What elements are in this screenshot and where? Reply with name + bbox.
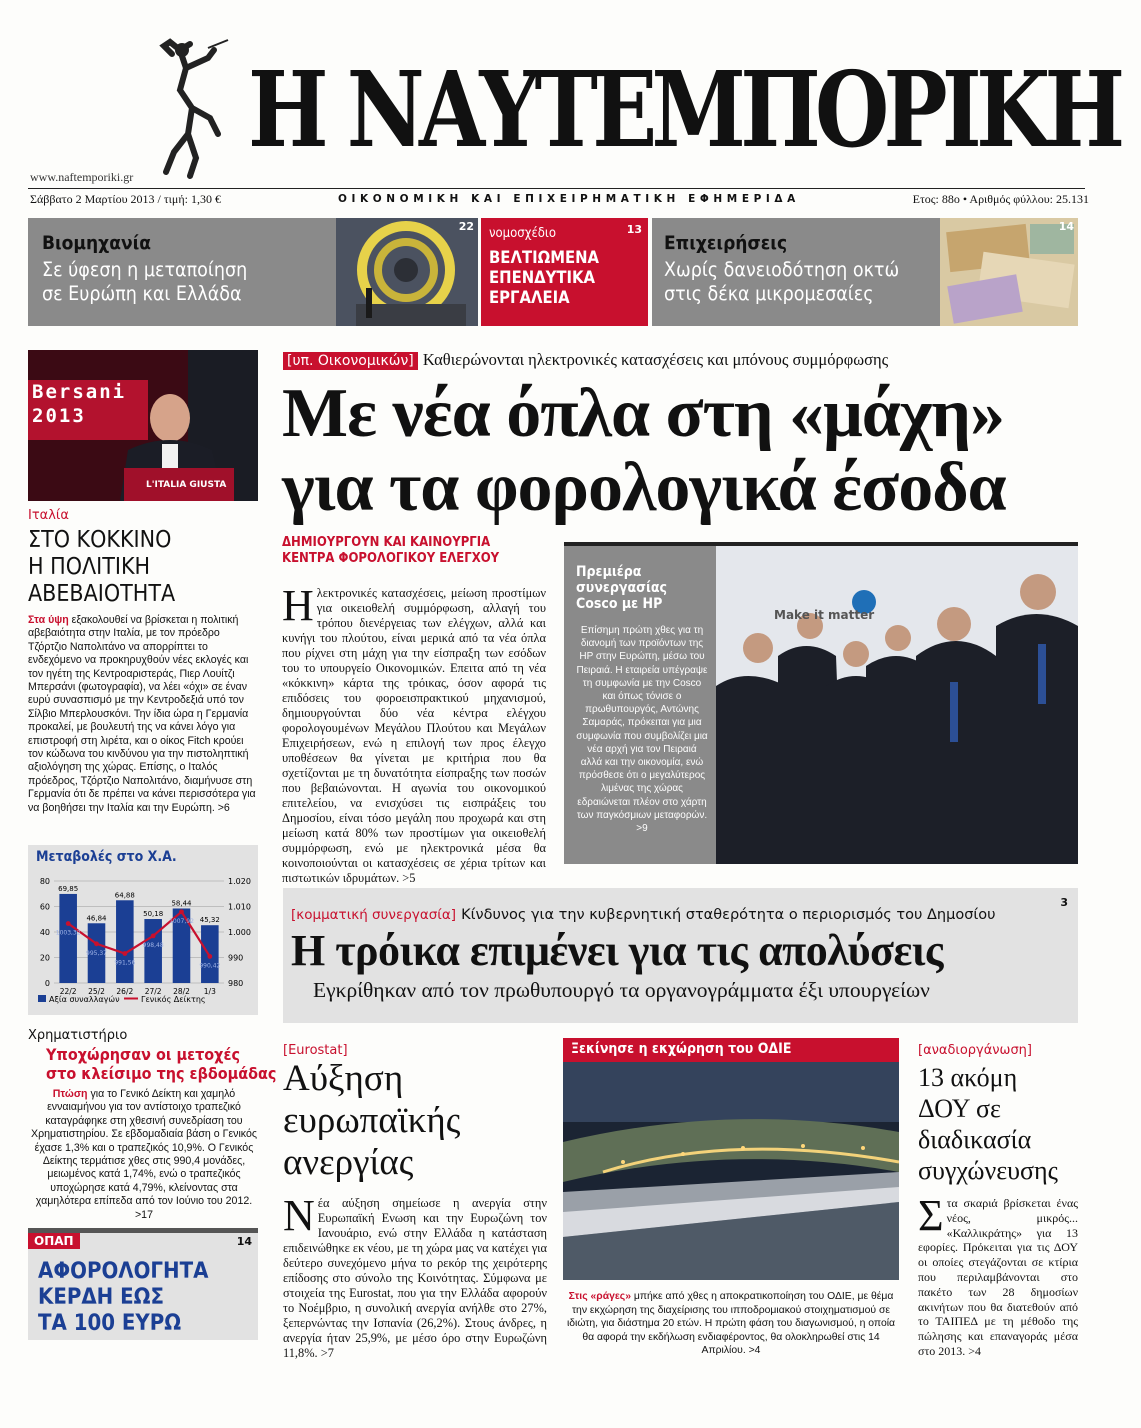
cosco-sidebar <box>564 546 716 864</box>
masthead-title: Η ΝΑΥΤΕΜΠΟΡΙΚΗ <box>248 48 1120 171</box>
chart-legend-swatch <box>38 995 46 1002</box>
troika-band <box>283 888 1078 1023</box>
chart-index-label: 1007,92 <box>169 917 194 925</box>
chart-bar <box>116 900 134 983</box>
doy-kicker: [αναδιοργάνωση] <box>918 1043 1032 1058</box>
opap-headline-line: ΑΦΟΡΟΛΟΓΗΤΑ <box>38 1259 209 1284</box>
chart-index-point <box>151 933 156 938</box>
date-price: Σάββατο 2 Μαρτίου 2013 / τιμή: 1,30 € <box>30 192 221 206</box>
italy-headline-line: ΣΤΟ ΚΟΚΚΙΝΟ <box>28 527 172 553</box>
troika-page-ref: 3 <box>1060 896 1068 909</box>
teaser-page-ref: 14 <box>1058 220 1074 233</box>
eurostat-headline-line: ευρωπαϊκής <box>283 1100 461 1141</box>
troika-subhead: Εγκρίθηκαν από τον πρωθυπουργό τα οργανογράμματα έξι υπουργείων <box>313 978 930 1002</box>
odie-photo <box>563 1062 899 1280</box>
cosco-headline-line: Πρεμιέρα <box>576 564 642 580</box>
teaser-kicker: νομοσχέδιο <box>489 226 557 241</box>
chart-index-point <box>122 951 127 956</box>
teaser-kicker: Βιομηχανία <box>42 232 151 254</box>
chart-bar <box>59 894 77 983</box>
eurostat-headline-line: Αύξηση <box>283 1058 404 1099</box>
teaser-headline-line: Σε ύφεση η μεταποίηση <box>42 258 248 281</box>
main-kicker: [υπ. Οικονομικών] <box>283 352 418 370</box>
photo-podium-text: L'ITALIA GIUSTA <box>146 480 227 490</box>
chart-left-tick: 0 <box>44 979 50 988</box>
doy-headline-line: συγχώνευσης <box>918 1156 1058 1185</box>
main-body <box>282 581 546 886</box>
main-subhead-line: ΔΗΜΙΟΥΡΓΟΥΝ ΚΑΙ ΚΑΙΝΟΥΡΓΙΑ <box>282 535 491 550</box>
troika-kicker: [κομματική συνεργασία] <box>291 907 457 923</box>
chart-left-tick: 40 <box>39 928 50 937</box>
chart-right-tick: 980 <box>228 979 244 988</box>
cosco-photo <box>716 546 1078 864</box>
chart-bar-label: 64,88 <box>114 891 135 900</box>
teaser-industry[interactable] <box>28 218 478 326</box>
cosco-box <box>564 542 1078 864</box>
chart-bar-label: 45,32 <box>199 916 220 925</box>
teaser-bill[interactable] <box>481 218 648 326</box>
teaser-page-ref: 22 <box>458 220 474 233</box>
teaser-headline-line: Χωρίς δανειοδότηση οκτώ <box>664 258 900 281</box>
cosco-body: Επίσημη πρώτη χθες για τη διανομή των προϊόντων της HP στην Ευρώπη, μέσω του Πειραιά. Η εταιρεία υπέγραψε τη συμφωνία με την Cosco και όπως τόνισε ο πρωθυπουργός, Αντώνης Σαμαράς, πρόκειται για μια συμφωνία που συμβολίζει μια νέα αρχή για τον Πειραιά αλλά και την οικονομία, ενώ πρόσθεσε ότι ο μεγαλύτερος λιμένας της χώρας εδραιώνεται πλέον στο χάρτη των παγκόσμιων μεταφορών. >9 <box>576 625 708 835</box>
chart-category-label: 22/2 <box>59 987 77 996</box>
italy-body <box>28 614 260 815</box>
cosco-illustration <box>716 546 1078 864</box>
opap-headline-line: ΚΕΡΔΗ ΕΩΣ <box>38 1285 165 1310</box>
troika-overline-row <box>291 904 996 923</box>
chart-legend-label: Αξία συναλλαγών <box>49 995 120 1004</box>
opap-page-ref: 14 <box>236 1235 252 1248</box>
market-lead: Πτώση <box>52 1088 88 1100</box>
cosco-headline-line: συνεργασίας <box>576 580 667 596</box>
cosco-photo-sign: Make it matter <box>774 608 875 622</box>
opap-headline-line: ΤΑ 100 ΕΥΡΩ <box>38 1311 182 1336</box>
chart-index-point <box>179 909 184 914</box>
chart-title: Μεταβολές στο Χ.Α. <box>36 849 177 865</box>
eurostat-headline-line: ανεργίας <box>283 1142 414 1183</box>
chart-left-tick: 20 <box>39 953 50 963</box>
doy-text: τα σκαριά βρίσκεται ένας νέος, μικρός... «Καλλικράτης» για 13 εφορίες. Πρόκειται για τις ΔΟΥ οι οποίες στεγάζονται σε κτίρια που περιλαμβάνονται στο πακέτο των 28 δημοσίων ακινήτων που θα διατεθούν από το ΤΑΙΠΕΔ με τη μέθοδο της πώλησης και επαναγοράς μέσα στο 2013. >4 <box>918 1196 1078 1358</box>
market-headline-line: στο κλείσιμο της εβδομάδας <box>46 1064 277 1083</box>
main-headline-line: Με νέα όπλα στη «μάχη» <box>282 375 1004 452</box>
tagline: ΟΙΚΟΝΟΜΙΚΗ ΚΑΙ ΕΠΙΧΕΙΡΗΜΑΤΙΚΗ ΕΦΗΜΕΡΙΔΑ <box>338 193 800 205</box>
banknotes-illustration <box>940 218 1078 326</box>
teaser-headline-line: ΒΕΛΤΙΩΜΕΝΑ <box>489 248 600 267</box>
chart-right-tick: 1.000 <box>228 928 251 937</box>
italy-kicker: Ιταλία <box>28 508 69 523</box>
chart-category-label: 1/3 <box>203 987 216 996</box>
chart-index-label: 991,56 <box>114 959 136 967</box>
main-overline: Καθιερώνονται ηλεκτρονικές κατασχέσεις και μπόνους συμμόρφωσης <box>422 350 889 369</box>
chart-index-label: 1003,32 <box>55 929 81 937</box>
teaser-photo-banknotes <box>940 218 1078 326</box>
doy-body <box>918 1191 1078 1359</box>
chart-category-label: 26/2 <box>116 987 134 996</box>
chart-category-label: 25/2 <box>88 987 105 996</box>
main-text: λεκτρονικές κατασχέσεις, μείωση προστίμων για οικειοθελή συμμόρφωση, αλλαγή του τρόπου διενέργειας των ελέγχων, αλλά και κυνήγι του πλούτου, είναι μερικά από τα νέα όπλα που ρίχνει στη μάχη για την είσπραξη των εσόδων του το υπουργείο Οικονομικών. Επειτα από τη νέα «κόκκινη» κάρτα της τρόικας, όσον αφορά τις επιδόσεις του φοροεισπρακτικού μηχανισμού, δημιουργούνται δύο νέα κέντρα ελέγχου φορολογουμένων Μεγάλου Πλούτου και Μεγάλων Επιχειρήσεων, ενώ η επιλογή των προς έλεγχο υποθέσεων θα γίνεται με κριτήρια που θα σχετίζονται με τη δυνατότητα είσπραξης των ποσών που βεβαιώνονται. Η αγωνία του οικονομικού επιτελείου, να ενισχύσει τις εισπράξεις του Δημοσίου, είναι τόσο μεγάλη που προχωρά και στη μείωση κατά 80% των προστίμων για οικειοθελή συμμόρφωση, ενώ με ηλεκτρονικά μέσα θα κοινοποιούνται οι κατασχέσεις σε χέρια τρίτων και πιστωτικών ιδρυμάτων. >5 <box>282 586 546 885</box>
chart-right-tick: 1.010 <box>228 902 251 912</box>
chart-bar-label: 69,85 <box>58 884 79 893</box>
chart-index-label: 995,37 <box>86 949 107 957</box>
odie-title: Ξεκίνησε η εκχώρηση του ΟΔΙΕ <box>571 1041 792 1057</box>
odie-caption-text: μπήκε από χθες η αποκρατικοποίηση του ΟΔΙΕ, με θέμα την εκχώρηση της διαχείρισης του ιπποδρομιακού στοιχηματισμού σε ιδιώτη, για διάστημα 20 ετών. Η πρώτη φάση του διαγωνισμού, η οποία θα αφορά την εκδήλωση ενδιαφέροντος, θα ολοκληρωθεί στις 14 Απριλίου. >4 <box>566 1291 896 1357</box>
eurostat-kicker: [Eurostat] <box>283 1043 348 1058</box>
opap-kicker: ΟΠΑΠ <box>28 1233 80 1249</box>
chart-plot <box>28 865 258 1015</box>
bersani-photo <box>28 350 258 501</box>
website-url[interactable]: www.naftemporiki.gr <box>30 170 134 184</box>
eurostat-body <box>283 1191 547 1361</box>
teaser-headline-line: ΕΠΕΝΔΥΤΙΚΑ <box>489 268 596 287</box>
hermes-logo <box>150 38 230 183</box>
main-subhead-line: ΚΕΝΤΡΑ ΦΟΡΟΛΟΓΙΚΟΥ ΕΛΕΓΧΟΥ <box>282 551 500 566</box>
photo-banner-text: Bersani 2013 <box>32 381 127 427</box>
teaser-business[interactable] <box>652 218 1078 326</box>
main-overline-row <box>283 350 888 370</box>
eurostat-dropcap: Ν <box>283 1191 315 1240</box>
racetrack-illustration <box>563 1062 899 1280</box>
doy-headline-line: ΔΟΥ σε <box>918 1094 1001 1123</box>
chart-right-tick: 1.020 <box>228 877 251 886</box>
chart-bar-label: 46,84 <box>86 914 107 923</box>
odie-caption <box>563 1290 899 1358</box>
teaser-headline-line: σε Ευρώπη και Ελλάδα <box>42 282 242 305</box>
italy-lead: Στα ύψη <box>28 614 69 626</box>
teaser-photo-industry <box>336 218 478 326</box>
market-body <box>28 1088 260 1222</box>
italy-text: εξακολουθεί να βρίσκεται η πολιτική αβεβαιότητα στην Ιταλία, με τον πρόεδρο Τζόρτζιο Ναπολιτάνο να απορρίπτει το ενδεχόμενο να προκηρυχθούν νέες εκλογές και τον ηγέτη της Κεντροαριστεράς, Πιερ Λουίτζι Μπερσάνι (φωτογραφία), να λέει «όχι» σε έναν ευρύ συνασπισμό με την Κεντροδεξιά υπό τον Σίλβιο Μπερλουσκόνι. Την ίδια ώρα η Γερμανία προκαλεί, με βουλευτή της να κάνει λόγο για επιστροφή στη λιρέτα, και ο οίκος Fitch κρούει τον κώδωνα του κινδύνου για την πιστοληπτική αξιολόγηση της χώρας. Επίσης, ο Ιταλός πρόεδρος, Τζόρτζιο Ναπολιτάνο, διαμήνυσε στη Γερμανία ότι δε πρέπει να κάνει περισσότερα για να βοηθήσει την Ιταλία και την Ευρώπη. >6 <box>28 614 256 814</box>
main-dropcap: Η <box>282 581 314 630</box>
market-text: για το Γενικό Δείκτη και χαμηλό ενναιαμήνου για τον αντίστοιχο τραπεζικό καταγράφηκε στη χθεσινή συνεδρίαση του Χρηματιστηρίου. Σε εβδομαδιαία βάση ο Γενικός έχασε 1,3% και ο τραπεζικός 10,9%. Ο Γενικός Δείκτης τερμάτισε χθες στις 990,4 μονάδες, μειωμένος κατά 1,74%, ενώ ο τραπεζικός υποχώρησε κατά 4,79%, κλείνοντας στα χαμηλότερα επίπεδα από τον Ιούνιο του 2012. >17 <box>31 1088 257 1221</box>
cosco-headline-line: Cosco με HP <box>576 596 663 612</box>
chart-left-tick: 60 <box>39 902 50 912</box>
troika-overline: Κίνδυνος για την κυβερνητική σταθερότητα ο περιορισμός του Δημοσίου <box>461 907 996 923</box>
chart-index-point <box>207 954 212 959</box>
odie-title-bar <box>563 1038 899 1062</box>
chart-index-point <box>94 941 99 946</box>
chart-category-label: 28/2 <box>173 987 190 996</box>
teaser-strip <box>28 218 1078 326</box>
chart-category-label: 27/2 <box>144 987 162 996</box>
issue-info: Ετος: 88ο • Αριθμός φύλλου: 25.131 <box>912 192 1089 206</box>
opap-box[interactable] <box>28 1228 258 1340</box>
doy-headline-line: 13 ακόμη <box>918 1063 1018 1092</box>
chart-bar <box>144 919 162 983</box>
chart-bar-label: 50,18 <box>143 910 164 919</box>
teaser-headline-line: στις δέκα μικρομεσαίες <box>664 282 874 305</box>
chart-index-label: 990,42 <box>199 962 221 970</box>
chart-index-label: 998,48 <box>142 941 164 949</box>
market-chart <box>28 845 258 1015</box>
chart-right-tick: 990 <box>228 953 244 963</box>
eurostat-text: έα αύξηση σημείωσε η ανεργία στην Ευρωπαϊκή Ενωση και την Ευρωζώνη τον Ιανουάριο, ενώ στην Ελλάδα η κατάσταση επιδεινώθηκε εκ νέου, με τη χώρα μας να κατέχει για δεύτερο συνεχόμενο μήνα το ρεκόρ της χειρότερης επίδοσης στο σύνολο της Κοινότητας. Σύμφωνα με στοιχεία της Eurostat, που για την Ελλάδα αφορούν το Νοέμβριο, η συνολική ανεργία ανήλθε στο 27%, ξεπερνώντας την Ισπανία (26,2%). Στους άνδρες, η ανεργία ήταν 25,9%, με μέσο όρο στην Ευρωζώνη 11,8%. >7 <box>283 1196 547 1360</box>
masthead-rule <box>28 188 1085 189</box>
odie-caption-lead: Στις «ράγες» <box>568 1291 631 1302</box>
doy-dropcap: Σ <box>918 1191 944 1240</box>
chart-bar-label: 58,44 <box>171 899 192 908</box>
teaser-headline-line: ΕΡΓΑΛΕΙΑ <box>489 288 570 307</box>
italy-headline-line: Η ΠΟΛΙΤΙΚΗ <box>28 554 151 580</box>
chart-left-tick: 80 <box>39 877 50 886</box>
market-kicker: Χρηματιστήριο <box>28 1028 128 1043</box>
main-headline-line: για τα φορολογικά έσοδα <box>282 449 1006 526</box>
chart-index-point <box>66 921 71 926</box>
troika-headline: Η τρόικα επιμένει για τις απολύσεις <box>291 926 943 975</box>
italy-headline-line: ΑΒΕΒΑΙΟΤΗΤΑ <box>28 581 176 607</box>
market-headline-line: Υποχώρησαν οι μετοχές <box>46 1045 240 1064</box>
teaser-page-ref: 13 <box>626 223 642 236</box>
chart-legend-label: Γενικός Δείκτης <box>141 995 206 1004</box>
turbine-illustration <box>336 218 478 326</box>
doy-headline-line: διαδικασία <box>918 1125 1032 1154</box>
teaser-kicker: Επιχειρήσεις <box>664 232 788 254</box>
